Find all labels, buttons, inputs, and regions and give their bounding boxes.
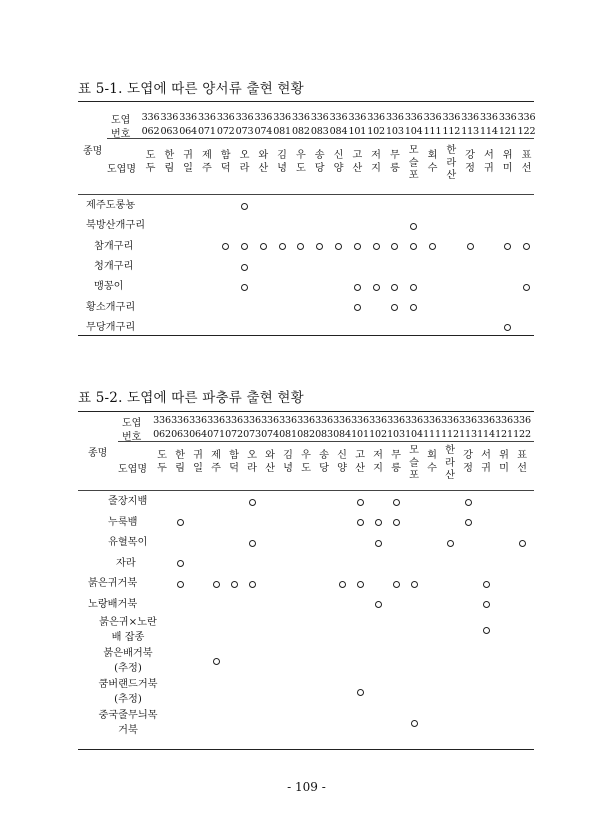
doyeop-label: 도엽 — [111, 115, 131, 126]
map-sheet-name-14: 모 슬 포 — [408, 145, 419, 181]
map-sheet-code-16: 112 — [441, 429, 459, 440]
species-name: 무당개구리 — [86, 321, 136, 333]
occurrence-mark — [504, 243, 511, 250]
occurrence-mark — [410, 223, 417, 230]
occurrence-mark — [357, 689, 364, 696]
species-header: 종명 — [88, 448, 108, 459]
map-sheet-top-1: 336 — [160, 112, 179, 123]
map-sheet-code-17: 113 — [461, 126, 479, 137]
map-sheet-code-14: 104 — [404, 126, 423, 137]
occurrence-mark — [410, 284, 417, 291]
map-sheet-top-13: 336 — [387, 415, 405, 426]
map-sheet-top-1: 336 — [171, 415, 189, 426]
table-2 — [78, 411, 534, 750]
occurrence-mark — [354, 243, 361, 250]
map-sheet-top-0: 336 — [153, 415, 171, 426]
beonho-label: 번호 — [111, 129, 131, 140]
occurrence-mark — [177, 581, 184, 588]
map-sheet-name-20: 표 선 — [521, 150, 532, 174]
map-sheet-code-14: 104 — [405, 429, 423, 440]
occurrence-mark — [411, 581, 418, 588]
map-sheet-code-18: 114 — [477, 429, 495, 440]
map-sheet-name-2: 귀 일 — [193, 450, 203, 474]
species-name: 쿰버랜드거북 (추정) — [98, 679, 158, 705]
map-sheet-code-9: 083 — [310, 126, 329, 137]
occurrence-mark — [357, 499, 364, 506]
map-sheet-name-16: 한 라 산 — [445, 445, 455, 481]
map-sheet-top-20: 336 — [513, 415, 531, 426]
map-sheet-top-18: 336 — [477, 415, 495, 426]
map-sheet-code-7: 081 — [279, 429, 297, 440]
doyeopmyeong-label: 도엽명 — [118, 464, 147, 475]
species-name: 청개구리 — [94, 260, 134, 272]
occurrence-mark — [465, 519, 472, 526]
map-sheet-code-20: 122 — [513, 429, 531, 440]
map-sheet-code-16: 112 — [442, 126, 461, 137]
map-sheet-top-6: 336 — [261, 415, 279, 426]
map-sheet-name-8: 우 도 — [295, 150, 306, 174]
map-sheet-code-2: 064 — [179, 126, 197, 137]
map-sheet-code-1: 063 — [160, 126, 179, 137]
occurrence-mark — [241, 203, 248, 210]
map-sheet-name-2: 귀 일 — [183, 150, 194, 174]
species-name: 유혈목이 — [108, 537, 148, 548]
map-sheet-name-18: 서 귀 — [481, 450, 491, 474]
map-sheet-name-1: 한 림 — [175, 450, 185, 474]
occurrence-mark — [411, 720, 418, 727]
species-name: 제주도롱뇽 — [86, 200, 136, 211]
table-1 — [78, 101, 534, 336]
occurrence-mark — [222, 243, 229, 250]
map-sheet-code-5: 073 — [235, 126, 254, 137]
occurrence-mark — [339, 581, 346, 588]
doyeopmyeong-label: 도엽명 — [107, 164, 136, 175]
occurrence-mark — [354, 304, 361, 311]
map-sheet-code-4: 072 — [225, 429, 243, 440]
map-sheet-name-7: 김 녕 — [283, 450, 293, 474]
map-sheet-name-1: 한 림 — [164, 150, 175, 174]
occurrence-mark — [393, 581, 400, 588]
map-sheet-name-13: 무 릉 — [389, 150, 400, 174]
map-sheet-name-10: 신 양 — [333, 150, 344, 174]
occurrence-mark — [249, 499, 256, 506]
occurrence-mark — [357, 581, 364, 588]
occurrence-mark — [177, 519, 184, 526]
map-sheet-code-10: 084 — [329, 126, 348, 137]
map-sheet-top-10: 336 — [329, 112, 348, 123]
map-sheet-code-3: 071 — [207, 429, 225, 440]
map-sheet-name-15: 회 수 — [427, 150, 438, 174]
occurrence-mark — [483, 627, 490, 634]
map-sheet-top-19: 336 — [495, 415, 513, 426]
map-sheet-top-14: 336 — [404, 112, 423, 123]
map-sheet-top-12: 336 — [367, 112, 385, 123]
map-sheet-top-9: 336 — [310, 112, 329, 123]
map-sheet-top-8: 336 — [297, 415, 315, 426]
species-name: 노랑배거북 — [88, 598, 138, 610]
map-sheet-top-17: 336 — [459, 415, 477, 426]
occurrence-mark — [483, 601, 490, 608]
map-sheet-name-17: 강 정 — [463, 450, 473, 474]
map-sheet-name-4: 함 덕 — [229, 450, 239, 474]
map-sheet-code-1: 063 — [171, 429, 189, 440]
map-sheet-name-10: 신 양 — [337, 450, 347, 474]
map-sheet-code-0: 062 — [141, 126, 160, 137]
species-name: 자라 — [116, 557, 136, 569]
map-sheet-name-17: 강 정 — [465, 150, 476, 174]
map-sheet-name-9: 송 당 — [314, 150, 325, 174]
map-sheet-top-0: 336 — [141, 112, 160, 123]
map-sheet-name-0: 도 두 — [157, 450, 167, 474]
map-sheet-code-8: 082 — [292, 126, 310, 137]
map-sheet-name-9: 송 당 — [319, 450, 329, 474]
occurrence-mark — [523, 284, 530, 291]
occurrence-mark — [523, 243, 530, 250]
map-sheet-code-17: 113 — [459, 429, 477, 440]
map-sheet-name-4: 함 덕 — [220, 150, 231, 174]
map-sheet-name-11: 고 산 — [352, 150, 363, 174]
map-sheet-name-5: 오 라 — [239, 150, 250, 174]
map-sheet-name-20: 표 선 — [517, 450, 527, 474]
occurrence-mark — [279, 243, 286, 250]
map-sheet-top-5: 336 — [235, 112, 254, 123]
map-sheet-code-12: 102 — [367, 126, 385, 137]
occurrence-mark — [231, 581, 238, 588]
map-sheet-code-4: 072 — [216, 126, 235, 137]
map-sheet-top-2: 336 — [189, 415, 207, 426]
map-sheet-name-7: 김 녕 — [277, 150, 288, 174]
header-bottom-rule — [78, 194, 534, 195]
map-sheet-name-12: 저 지 — [371, 150, 382, 174]
map-sheet-code-9: 083 — [315, 429, 333, 440]
table-2-caption: 표 5-2. 도엽에 따른 파충류 출현 현황 — [78, 390, 304, 406]
species-header: 종명 — [83, 146, 103, 157]
occurrence-mark — [410, 243, 417, 250]
occurrence-mark — [354, 284, 361, 291]
occurrence-mark — [241, 264, 248, 271]
map-sheet-name-0: 도 두 — [145, 150, 156, 174]
map-sheet-top-16: 336 — [441, 415, 459, 426]
map-sheet-top-7: 336 — [279, 415, 297, 426]
species-name: 북방산개구리 — [86, 220, 146, 232]
map-sheet-top-11: 336 — [351, 415, 369, 426]
map-sheet-name-16: 한 라 산 — [446, 145, 457, 181]
map-sheet-name-12: 저 지 — [373, 450, 383, 474]
map-sheet-top-15: 336 — [423, 112, 442, 123]
occurrence-mark — [297, 243, 304, 250]
occurrence-mark — [249, 540, 256, 547]
occurrence-mark — [519, 540, 526, 547]
map-sheet-code-7: 081 — [273, 126, 291, 137]
map-sheet-name-8: 우 도 — [301, 450, 311, 474]
species-name: 붉은배거북 (추정) — [103, 648, 153, 674]
map-sheet-code-2: 064 — [189, 429, 207, 440]
map-sheet-code-20: 122 — [517, 126, 536, 137]
occurrence-mark — [504, 324, 511, 331]
header-divider — [118, 441, 534, 442]
map-sheet-name-3: 제 주 — [211, 450, 221, 474]
map-sheet-code-13: 103 — [387, 429, 405, 440]
map-sheet-top-3: 336 — [207, 415, 225, 426]
map-sheet-name-6: 와 산 — [258, 150, 269, 174]
species-name: 황소개구리 — [86, 301, 136, 313]
map-sheet-top-10: 336 — [333, 415, 351, 426]
occurrence-mark — [213, 658, 220, 665]
occurrence-mark — [467, 243, 474, 250]
header-bottom-rule — [78, 490, 534, 491]
map-sheet-name-19: 위 미 — [499, 450, 509, 474]
occurrence-mark — [373, 243, 380, 250]
occurrence-mark — [391, 284, 398, 291]
map-sheet-top-8: 336 — [292, 112, 310, 123]
map-sheet-code-15: 111 — [423, 126, 442, 137]
occurrence-mark — [375, 601, 382, 608]
occurrence-mark — [241, 284, 248, 291]
map-sheet-top-7: 336 — [273, 112, 291, 123]
map-sheet-code-12: 102 — [369, 429, 387, 440]
map-sheet-name-15: 회 수 — [427, 450, 437, 474]
map-sheet-top-14: 336 — [405, 415, 423, 426]
occurrence-mark — [410, 304, 417, 311]
species-name: 참개구리 — [94, 240, 134, 252]
beonho-label: 번호 — [122, 432, 142, 443]
map-sheet-name-14: 모 슬 포 — [409, 445, 419, 481]
map-sheet-top-15: 336 — [423, 415, 441, 426]
species-name: 누룩뱀 — [108, 516, 138, 528]
species-name: 줄장지뱀 — [108, 496, 148, 507]
table-1-caption: 표 5-1. 도엽에 따른 양서류 출현 현황 — [78, 81, 304, 97]
map-sheet-top-3: 336 — [198, 112, 216, 123]
occurrence-mark — [177, 560, 184, 567]
occurrence-mark — [241, 243, 248, 250]
occurrence-mark — [483, 581, 490, 588]
doyeop-label: 도엽 — [122, 418, 142, 429]
map-sheet-top-11: 336 — [348, 112, 367, 123]
map-sheet-code-11: 101 — [351, 429, 369, 440]
map-sheet-code-19: 121 — [498, 126, 517, 137]
map-sheet-top-19: 336 — [498, 112, 517, 123]
map-sheet-code-19: 121 — [495, 429, 513, 440]
occurrence-mark — [249, 581, 256, 588]
map-sheet-top-20: 336 — [517, 112, 536, 123]
map-sheet-code-3: 071 — [198, 126, 216, 137]
map-sheet-top-4: 336 — [216, 112, 235, 123]
occurrence-mark — [393, 519, 400, 526]
occurrence-mark — [465, 499, 472, 506]
occurrence-mark — [393, 499, 400, 506]
map-sheet-top-5: 336 — [243, 415, 261, 426]
map-sheet-top-12: 336 — [369, 415, 387, 426]
map-sheet-code-6: 074 — [261, 429, 279, 440]
map-sheet-code-15: 111 — [423, 429, 441, 440]
map-sheet-top-6: 336 — [254, 112, 273, 123]
occurrence-mark — [213, 581, 220, 588]
map-sheet-name-6: 와 산 — [265, 450, 275, 474]
occurrence-mark — [375, 540, 382, 547]
map-sheet-code-13: 103 — [386, 126, 404, 137]
occurrence-mark — [391, 243, 398, 250]
occurrence-mark — [429, 243, 436, 250]
page-number: - 109 - — [287, 780, 326, 794]
map-sheet-code-0: 062 — [153, 429, 171, 440]
map-sheet-top-13: 336 — [386, 112, 404, 123]
map-sheet-top-18: 336 — [480, 112, 498, 123]
species-name: 맹꽁이 — [94, 281, 124, 293]
map-sheet-code-10: 084 — [333, 429, 351, 440]
map-sheet-code-5: 073 — [243, 429, 261, 440]
species-name: 중국줄무늬목 거북 — [98, 710, 158, 736]
occurrence-mark — [335, 243, 342, 250]
map-sheet-top-4: 336 — [225, 415, 243, 426]
map-sheet-name-13: 무 릉 — [391, 450, 401, 474]
map-sheet-top-9: 336 — [315, 415, 333, 426]
map-sheet-code-6: 074 — [254, 126, 273, 137]
occurrence-mark — [357, 519, 364, 526]
map-sheet-code-8: 082 — [297, 429, 315, 440]
occurrence-mark — [375, 519, 382, 526]
occurrence-mark — [316, 243, 323, 250]
map-sheet-name-5: 오 라 — [247, 450, 257, 474]
map-sheet-code-18: 114 — [480, 126, 498, 137]
map-sheet-top-17: 336 — [461, 112, 479, 123]
map-sheet-name-11: 고 산 — [355, 450, 365, 474]
map-sheet-name-3: 제 주 — [201, 150, 212, 174]
occurrence-mark — [391, 304, 398, 311]
occurrence-mark — [447, 540, 454, 547]
species-name: 붉은귀거북 — [88, 578, 138, 589]
map-sheet-name-19: 위 미 — [502, 150, 513, 174]
occurrence-mark — [260, 243, 267, 250]
map-sheet-name-18: 서 귀 — [483, 150, 494, 174]
map-sheet-code-11: 101 — [348, 126, 367, 137]
map-sheet-top-2: 336 — [179, 112, 197, 123]
header-divider — [107, 138, 534, 139]
map-sheet-top-16: 336 — [442, 112, 461, 123]
species-name: 붉은귀×노란 배 잡종 — [99, 617, 157, 643]
occurrence-mark — [373, 284, 380, 291]
